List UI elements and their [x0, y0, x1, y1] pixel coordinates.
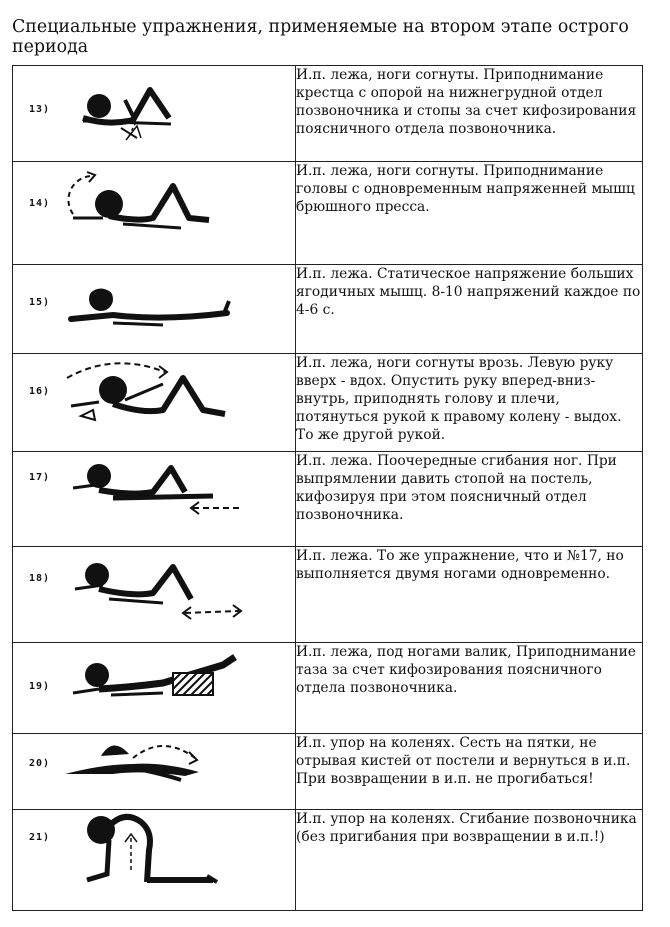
exercise-number: 21)	[29, 832, 51, 843]
exercise-number: 16)	[29, 386, 51, 397]
table-row	[13, 162, 643, 265]
figure-cell	[13, 547, 296, 643]
exercise-figure-20	[13, 734, 295, 810]
figure-cell	[13, 66, 296, 162]
figure-cell	[13, 162, 296, 265]
exercise-description: И.п. лежа. Статическое напряжение больших ягодичных мышц. 8-10 напряжений каждое по 4-6 с.	[296, 265, 643, 354]
exercise-description: И.п. упор на коленях. Сесть на пятки, не отрывая кистей от постели и вернуться в и.п. При возвращении в и.п. не прогибаться!	[296, 734, 643, 810]
table-row	[13, 452, 643, 547]
exercise-figure-21	[13, 810, 295, 911]
page-title: Специальные упражнения, применяемые на втором этапе острого периода	[12, 17, 629, 57]
exercise-figure-13	[13, 66, 295, 162]
exercise-description: И.п. упор на коленях. Сгибание позвоночника (без пригибания при возвращении в и.п.!)	[296, 810, 643, 911]
table-row	[13, 354, 643, 452]
figure-cell	[13, 452, 296, 547]
exercise-figure-16	[13, 354, 295, 452]
exercise-table	[12, 65, 643, 911]
exercise-description: И.п. лежа, ноги согнуты. Приподнимание головы с одновременным напряженней мышц брюшного пресса.	[296, 162, 643, 265]
figure-cell	[13, 643, 296, 734]
exercise-number: 15)	[29, 297, 51, 308]
exercise-number: 20)	[29, 758, 51, 769]
exercise-description: И.п. лежа, ноги согнуты врозь. Левую руку вверх - вдох. Опустить руку вперед-вниз-внутрь, приподнять голову и плечи, потянуться рукой к правому колену - выдох. То же другой рукой.	[296, 354, 643, 452]
table-row	[13, 66, 643, 162]
table-row	[13, 810, 643, 911]
exercise-number: 13)	[29, 104, 51, 115]
exercise-number: 18)	[29, 573, 51, 584]
exercise-number: 17)	[29, 472, 51, 483]
table-row	[13, 734, 643, 810]
exercise-figure-19	[13, 643, 295, 734]
exercise-description: И.п. лежа, под ногами валик, Приподнимание таза за счет кифозирования поясничного отдела позвоночника.	[296, 643, 643, 734]
exercise-description: И.п. лежа. Поочередные сгибания ног. При выпрямлении давить стопой на постель, кифозируя при этом поясничный отдел позвоночника.	[296, 452, 643, 547]
exercise-figure-18	[13, 547, 295, 643]
exercise-description: И.п. лежа, ноги согнуты. Приподнимание крестца с опорой на нижнегрудной отдел позвоночника и стопы за счет кифозирования поясничного отдела позвоночника.	[296, 66, 643, 162]
exercise-number: 19)	[29, 681, 51, 692]
exercise-figure-15	[13, 265, 295, 354]
exercise-figure-17	[13, 452, 295, 547]
table-row	[13, 265, 643, 354]
table-row	[13, 643, 643, 734]
exercise-description: И.п. лежа. То же упражнение, что и №17, но выполняется двумя ногами одновременно.	[296, 547, 643, 643]
figure-cell	[13, 354, 296, 452]
figure-cell	[13, 734, 296, 810]
exercise-figure-14	[13, 162, 295, 265]
exercise-number: 14)	[29, 198, 51, 209]
table-row	[13, 547, 643, 643]
figure-cell	[13, 810, 296, 911]
figure-cell	[13, 265, 296, 354]
